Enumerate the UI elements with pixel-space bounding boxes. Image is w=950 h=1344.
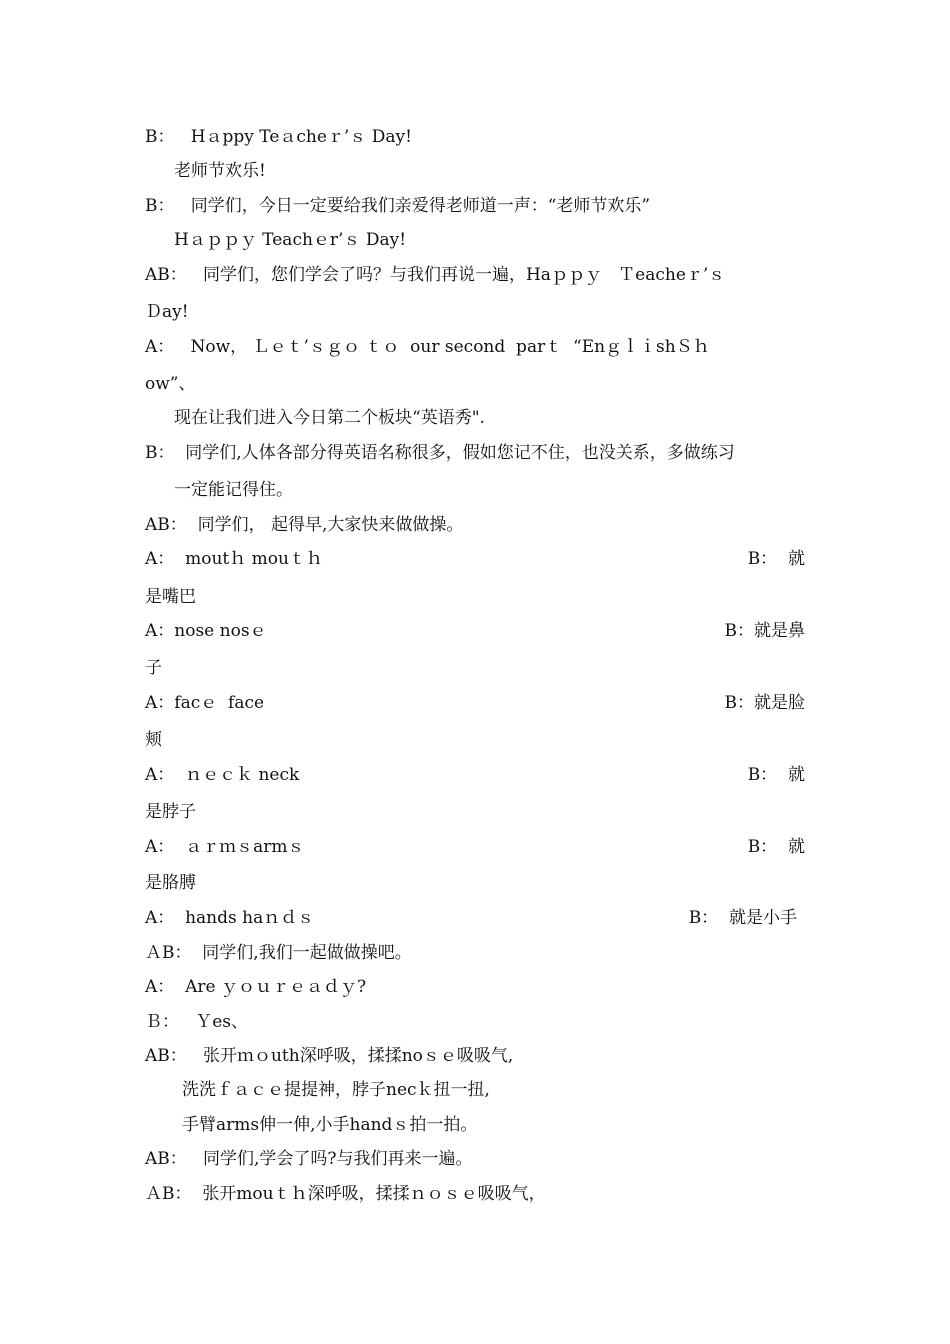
dialogue-line: A： Now， Ｌｅｔ’ｓｇｏ ｔｏ our second parｔ “EnｇｌｉshＳｈ (145, 337, 710, 357)
dialogue-line: 现在让我们进入今日第二个板块“英语秀". (174, 408, 485, 428)
dialogue-line: AB： 张开ｍｏuth深呼吸，揉揉noｓｅ吸吸气, (145, 1046, 514, 1066)
dialogue-line: 子 (145, 658, 162, 678)
dialogue-line-right: B： 就是小手 (688, 908, 797, 928)
dialogue-line: A： ｎｅｃｋ neck (145, 765, 300, 785)
dialogue-line: ＡB： 同学们,我们一起做做操吧。 (145, 943, 412, 963)
dialogue-line: B： Hａppy Teａcheｒ’ｓ Day! (145, 127, 412, 147)
dialogue-line: B： 同学们,人体各部分得英语名称很多，假如您记不住，也没关系，多做练习 (145, 443, 735, 463)
dialogue-line: A： ａｒｍｓarmｓ (145, 837, 305, 857)
dialogue-line: AB： 同学们,学会了吗?与我们再来一遍。 (145, 1149, 473, 1169)
dialogue-line: 是嘴巴 (145, 587, 196, 607)
dialogue-line: A： Are ｙｏｕｒｅａｄｙ? (145, 977, 367, 997)
dialogue-line: AB： 同学们， 起得早,大家快来做做操。 (145, 515, 464, 535)
dialogue-line: ＡB： 张开mouｔｈ深呼吸，揉揉ｎｏｓｅ吸吸气， (145, 1184, 546, 1204)
dialogue-line: 一定能记得住。 (174, 480, 293, 500)
dialogue-line: A：facｅ face (145, 693, 265, 713)
dialogue-line: Ｂ： Ｙes、 (145, 1012, 248, 1032)
dialogue-line: 洗洗ｆａｃｅ提提神，脖子necｋ扭一扭, (182, 1080, 490, 1100)
dialogue-line: AB： 同学们，您们学会了吗？与我们再说一遍，Haｐｐｙ Ｔeacheｒ’ｓ (145, 265, 726, 285)
dialogue-line: 老师节欢乐! (174, 161, 266, 181)
dialogue-line: 是胳膊 (145, 873, 196, 893)
dialogue-line: 是脖子 (145, 802, 196, 822)
dialogue-line-right: B：就是脸 (724, 693, 805, 713)
dialogue-line: Hａｐｐｙ Teachｅr’ｓ Day! (174, 230, 407, 250)
dialogue-line: B： 同学们，今日一定要给我们亲爱得老师道一声：“老师节欢乐” (145, 196, 651, 216)
dialogue-line: A：nose nosｅ (145, 621, 267, 641)
dialogue-line: A： hands haｎｄｓ (145, 908, 315, 928)
dialogue-line: ow”、 (145, 374, 196, 394)
dialogue-line: A： moutｈ mouｔｈ (145, 549, 323, 569)
dialogue-line-right: B：就是鼻 (724, 621, 805, 641)
dialogue-line: 手臂arms伸一伸,小手handｓ拍一拍。 (182, 1115, 478, 1135)
dialogue-line-right: B： 就 (747, 837, 805, 857)
dialogue-line-right: B： 就 (747, 549, 805, 569)
dialogue-line: 颊 (145, 730, 162, 750)
dialogue-line: Ｄay! (145, 302, 189, 322)
dialogue-line-right: B： 就 (747, 765, 805, 785)
